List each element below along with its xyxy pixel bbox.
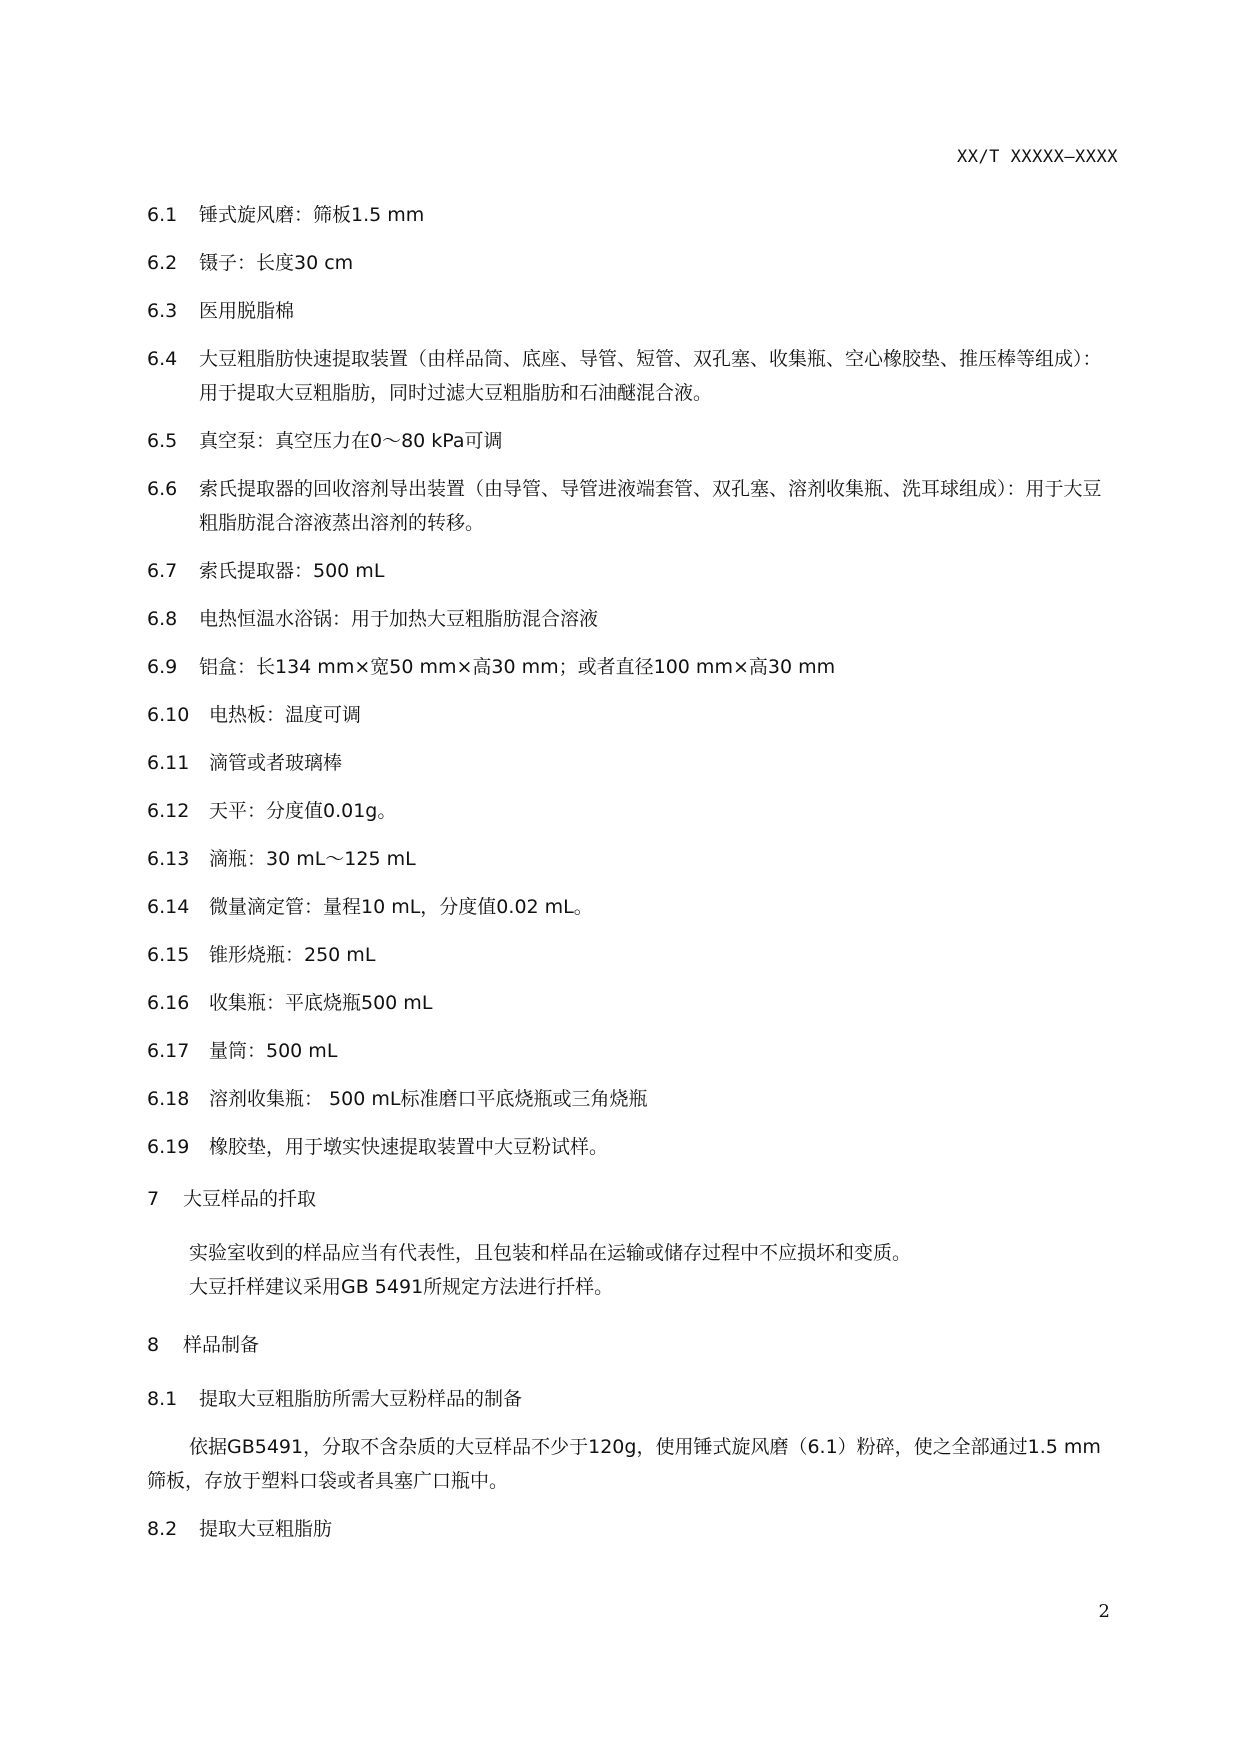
item-text: 量筒：500 mL xyxy=(209,1040,338,1062)
standard-code-header: XX/T XXXXX—XXXX xyxy=(956,147,1118,167)
list-item-6-1 xyxy=(147,198,1117,232)
item-text: 索氏提取器：500 mL xyxy=(199,560,385,582)
item-text: 医用脱脂棉 xyxy=(199,300,295,322)
item-number: 6.3 xyxy=(147,300,178,322)
list-item-6-6 xyxy=(147,472,1117,540)
list-item-6-13 xyxy=(147,842,1117,876)
list-item-6-14 xyxy=(147,890,1117,924)
item-number: 6.17 xyxy=(147,1040,190,1062)
item-number: 6.6 xyxy=(147,478,178,500)
item-text: 电热恒温水浴锅：用于加热大豆粗脂肪混合溶液 xyxy=(199,608,599,630)
item-text: 溶剂收集瓶： 500 mL标准磨口平底烧瓶或三角烧瓶 xyxy=(209,1088,648,1110)
item-text: 镊子：长度30 cm xyxy=(199,252,354,274)
section-7-heading xyxy=(147,1182,1117,1216)
item-text: 微量滴定管：量程10 mL，分度值0.02 mL。 xyxy=(209,896,593,918)
list-item-6-3 xyxy=(147,294,1117,328)
item-text: 锤式旋风磨：筛板1.5 mm xyxy=(199,204,425,226)
item-text: 索氏提取器的回收溶剂导出装置（由导管、导管进液端套管、双孔塞、溶剂收集瓶、洗耳球组成）：用于大豆粗脂肪混合溶液蒸出溶剂的转移。 xyxy=(199,478,1102,534)
subsection-8-2-heading xyxy=(147,1512,1117,1546)
item-number: 6.14 xyxy=(147,896,190,918)
list-item-6-18 xyxy=(147,1082,1117,1116)
item-number: 6.16 xyxy=(147,992,190,1014)
item-number: 6.11 xyxy=(147,752,190,774)
item-number: 6.7 xyxy=(147,560,178,582)
item-text: 大豆粗脂肪快速提取装置（由样品筒、底座、导管、短管、双孔塞、收集瓶、空心橡胶垫、推压棒等组成）：用于提取大豆粗脂肪，同时过滤大豆粗脂肪和石油醚混合液。 xyxy=(199,348,1102,404)
item-text: 天平：分度值0.01g。 xyxy=(209,800,397,822)
item-number: 6.1 xyxy=(147,204,178,226)
section-number: 8 xyxy=(147,1334,160,1356)
item-text: 收集瓶：平底烧瓶500 mL xyxy=(209,992,433,1014)
document-content xyxy=(147,198,1117,1560)
section-title: 大豆样品的扦取 xyxy=(183,1188,317,1210)
subsection-8-1-paragraph: 依据GB5491，分取不含杂质的大豆样品不少于120g，使用锤式旋风磨（6.1）粉碎，使之全部通过1.5 mm筛板，存放于塑料口袋或者具塞广口瓶中。 xyxy=(147,1436,1101,1492)
section-7-paragraph-2: 大豆扦样建议采用GB 5491所规定方法进行扦样。 xyxy=(189,1276,614,1298)
subsection-8-1-heading xyxy=(147,1382,1117,1416)
list-item-6-7 xyxy=(147,554,1117,588)
list-item-6-2 xyxy=(147,246,1117,280)
section-spacer xyxy=(147,1304,1117,1310)
list-item-6-19 xyxy=(147,1130,1117,1164)
item-number: 6.12 xyxy=(147,800,190,822)
section-8-heading xyxy=(147,1328,1117,1362)
item-text: 真空泵：真空压力在0～80 kPa可调 xyxy=(199,430,503,452)
item-number: 6.15 xyxy=(147,944,190,966)
item-number: 6.8 xyxy=(147,608,178,630)
item-number: 6.5 xyxy=(147,430,178,452)
item-number: 6.19 xyxy=(147,1136,190,1158)
subsection-title: 提取大豆粗脂肪 xyxy=(199,1518,333,1540)
subsection-title: 提取大豆粗脂肪所需大豆粉样品的制备 xyxy=(199,1388,523,1410)
list-item-6-9 xyxy=(147,650,1117,684)
item-number: 6.10 xyxy=(147,704,190,726)
list-item-6-12 xyxy=(147,794,1117,828)
section-7-paragraph-1: 实验室收到的样品应当有代表性，且包装和样品在运输或储存过程中不应损坏和变质。 xyxy=(189,1242,912,1264)
item-number: 6.4 xyxy=(147,348,178,370)
list-item-6-11 xyxy=(147,746,1117,780)
item-text: 电热板：温度可调 xyxy=(209,704,362,726)
section-number: 7 xyxy=(147,1188,160,1210)
list-item-6-16 xyxy=(147,986,1117,1020)
subsection-number: 8.1 xyxy=(147,1388,178,1410)
item-number: 6.2 xyxy=(147,252,178,274)
list-item-6-10 xyxy=(147,698,1117,732)
section-title: 样品制备 xyxy=(183,1334,260,1356)
list-item-6-4 xyxy=(147,342,1117,410)
page-number: 2 xyxy=(1098,1601,1110,1622)
item-number: 6.9 xyxy=(147,656,178,678)
item-text: 滴瓶：30 mL～125 mL xyxy=(209,848,416,870)
list-item-6-5 xyxy=(147,424,1117,458)
list-item-6-17 xyxy=(147,1034,1117,1068)
item-text: 锥形烧瓶：250 mL xyxy=(209,944,376,966)
list-item-6-15 xyxy=(147,938,1117,972)
item-text: 橡胶垫，用于墩实快速提取装置中大豆粉试样。 xyxy=(209,1136,609,1158)
item-number: 6.13 xyxy=(147,848,190,870)
item-text: 铝盒：长134 mm×宽50 mm×高30 mm；或者直径100 mm×高30 mm xyxy=(199,656,836,678)
subsection-number: 8.2 xyxy=(147,1518,178,1540)
item-text: 滴管或者玻璃棒 xyxy=(209,752,343,774)
item-number: 6.18 xyxy=(147,1088,190,1110)
list-item-6-8 xyxy=(147,602,1117,636)
